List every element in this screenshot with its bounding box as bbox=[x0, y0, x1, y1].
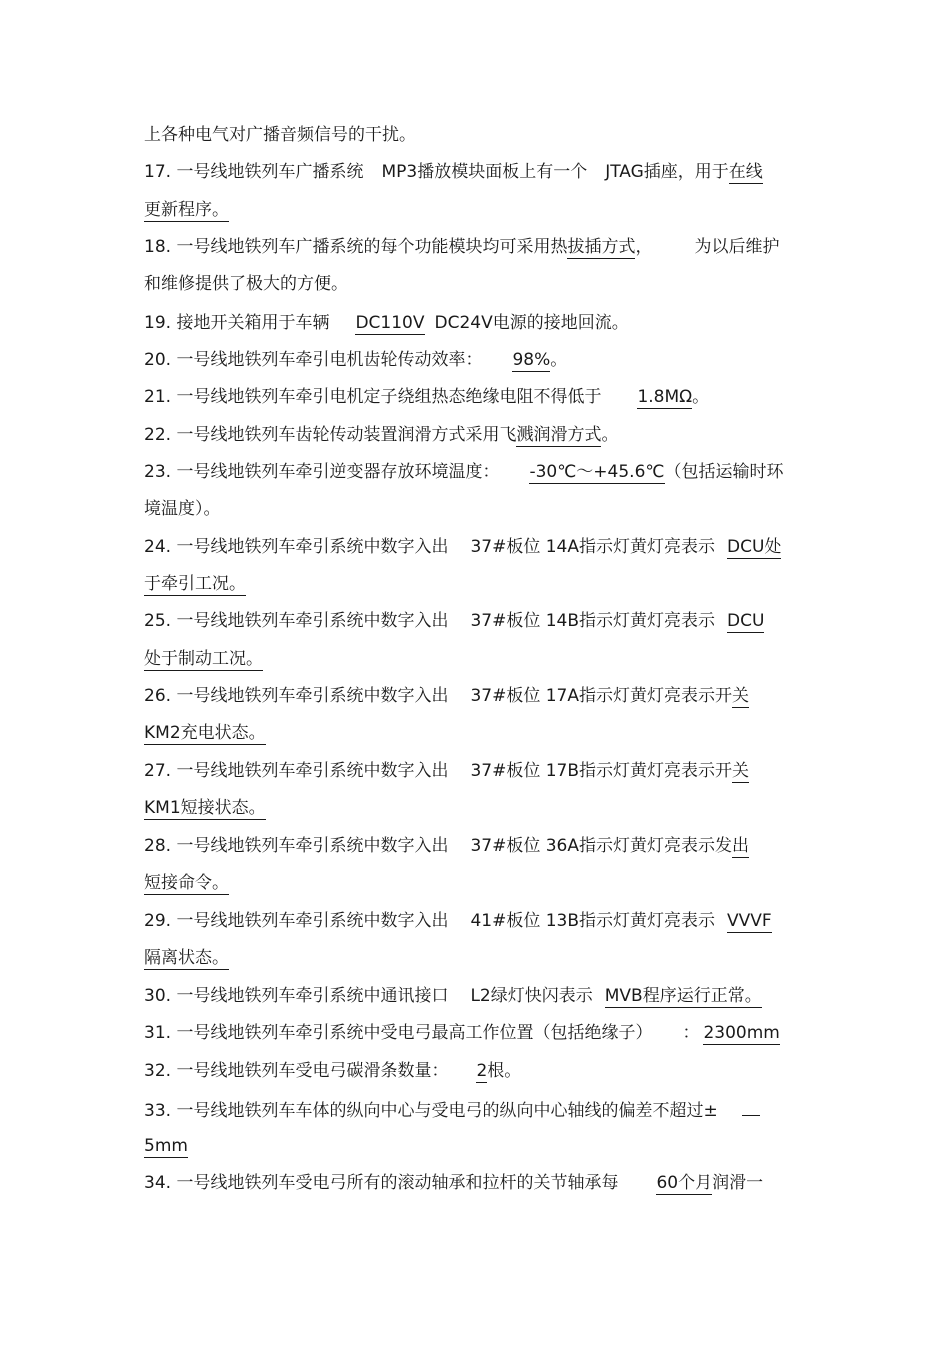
answer-blank: 关 bbox=[732, 761, 750, 781]
line-text: 根。 bbox=[487, 1061, 522, 1081]
line-text: 34. 一号线地铁列车受电弓所有的滚动轴承和拉杆的关节轴承每 bbox=[144, 1173, 619, 1193]
line-text: 37#板位 17B指示灯黄灯亮表示开 bbox=[470, 761, 733, 781]
line-text: 润滑一 bbox=[712, 1173, 764, 1193]
text-line bbox=[144, 872, 804, 894]
question-18 bbox=[144, 236, 804, 258]
question-31 bbox=[144, 1022, 804, 1044]
answer-blank: 98% bbox=[512, 350, 551, 370]
text-line bbox=[144, 498, 804, 520]
line-text: 。 bbox=[550, 350, 568, 370]
line-text: 37#板位 14B指示灯黄灯亮表示 bbox=[470, 611, 716, 631]
line-text: 37#板位 14A指示灯黄灯亮表示 bbox=[470, 537, 715, 557]
text-line bbox=[144, 947, 804, 969]
question-33 bbox=[144, 1097, 804, 1122]
question-24 bbox=[144, 536, 804, 558]
question-23 bbox=[144, 461, 804, 483]
line-text: 25. 一号线地铁列车牵引系统中数字入出 bbox=[144, 611, 449, 631]
answer-blank: 5mm bbox=[144, 1136, 188, 1156]
line-text: 18. 一号线地铁列车广播系统的每个功能模块均可采用热 bbox=[144, 237, 568, 257]
answer-blank: MVB程序运行正常。 bbox=[604, 986, 762, 1006]
answer-blank: 出 bbox=[732, 836, 749, 856]
text-line bbox=[144, 1135, 804, 1157]
answer-blank: VVVF bbox=[727, 911, 772, 931]
line-text: 23. 一号线地铁列车牵引逆变器存放环境温度： bbox=[144, 462, 500, 482]
answer-blank: 隔离状态。 bbox=[144, 948, 229, 968]
answer-blank: 在线 bbox=[728, 162, 763, 182]
text-line bbox=[144, 273, 804, 295]
answer-blank: DCU bbox=[727, 611, 765, 631]
line-text: 。 bbox=[692, 387, 710, 407]
question-25 bbox=[144, 610, 804, 632]
question-20 bbox=[144, 349, 804, 371]
line-text: 19. 接地开关箱用于车辆 bbox=[144, 313, 330, 333]
answer-blank: 关 bbox=[732, 686, 749, 706]
question-30 bbox=[144, 985, 804, 1007]
answer-blank: 拔插方式 bbox=[567, 237, 636, 257]
question-21 bbox=[144, 386, 804, 408]
line-text: 32. 一号线地铁列车受电弓碳滑条数量： bbox=[144, 1061, 449, 1081]
line-text: 22. 一号线地铁列车齿轮传动装置润滑方式采用飞 bbox=[144, 425, 517, 445]
question-19 bbox=[144, 312, 804, 334]
line-text: 17. 一号线地铁列车广播系统 bbox=[144, 162, 364, 182]
text-line bbox=[144, 797, 804, 819]
line-text: DC24V电源的接地回流。 bbox=[434, 313, 629, 333]
line-text: 28. 一号线地铁列车牵引系统中数字入出 bbox=[144, 836, 449, 856]
question-34 bbox=[144, 1172, 804, 1194]
text-line bbox=[144, 199, 804, 221]
line-text: 21. 一号线地铁列车牵引电机定子绕组热态绝缘电阻不得低于 bbox=[144, 387, 602, 407]
line-text: 20. 一号线地铁列车牵引电机齿轮传动效率： bbox=[144, 350, 483, 370]
question-17 bbox=[144, 161, 804, 183]
question-27 bbox=[144, 760, 804, 782]
answer-blank-line bbox=[742, 1097, 760, 1116]
answer-blank: 短接命令。 bbox=[144, 873, 229, 893]
line-text: 33. 一号线地铁列车车体的纵向中心与受电弓的纵向中心轴线的偏差不超过± bbox=[144, 1101, 718, 1121]
answer-blank: 于牵引工况。 bbox=[144, 574, 246, 594]
answer-blank: KM2充电状态。 bbox=[144, 723, 266, 743]
line-text: ： bbox=[682, 1023, 700, 1043]
line-text: 。 bbox=[601, 425, 619, 445]
line-text: 30. 一号线地铁列车牵引系统中通讯接口 bbox=[144, 986, 449, 1006]
answer-blank: 1.8MΩ bbox=[637, 387, 693, 407]
question-29 bbox=[144, 910, 804, 932]
line-text: 24. 一号线地铁列车牵引系统中数字入出 bbox=[144, 537, 449, 557]
answer-blank: 溅润滑方式 bbox=[516, 425, 602, 445]
line-text: 41#板位 13B指示灯黄灯亮表示 bbox=[470, 911, 716, 931]
line-text: 29. 一号线地铁列车牵引系统中数字入出 bbox=[144, 911, 449, 931]
line-text: 上各种电气对广播音频信号的干扰。 bbox=[144, 125, 416, 145]
text-line bbox=[144, 722, 804, 744]
answer-blank: 60个月 bbox=[656, 1173, 713, 1193]
question-22 bbox=[144, 424, 804, 446]
answer-blank: -30℃～+45.6℃ bbox=[529, 462, 665, 482]
line-text: 为以后维护 bbox=[694, 237, 780, 257]
line-text: 37#板位 17A指示灯黄灯亮表示开 bbox=[470, 686, 732, 706]
line-text: 31. 一号线地铁列车牵引系统中受电弓最高工作位置（包括绝缘子） bbox=[144, 1023, 653, 1043]
answer-blank: KM1短接状态。 bbox=[144, 798, 266, 818]
answer-blank: 处于制动工况。 bbox=[144, 649, 263, 669]
line-text: （包括运输时环 bbox=[664, 462, 784, 482]
question-26 bbox=[144, 685, 804, 707]
line-text: 和维修提供了极大的方便。 bbox=[144, 274, 348, 294]
line-text: 37#板位 36A指示灯黄灯亮表示发 bbox=[470, 836, 732, 856]
answer-blank: 2300mm bbox=[703, 1023, 780, 1043]
line-text: MP3播放模块面板上有一个 bbox=[381, 162, 588, 182]
text-line bbox=[144, 648, 804, 670]
answer-blank: 2 bbox=[476, 1061, 488, 1081]
line-text: L2绿灯快闪表示 bbox=[470, 986, 593, 1006]
answer-blank: DCU处 bbox=[727, 537, 782, 557]
line-text: 境温度）。 bbox=[144, 499, 221, 519]
question-32 bbox=[144, 1060, 804, 1082]
line-text: 27. 一号线地铁列车牵引系统中数字入出 bbox=[144, 761, 449, 781]
answer-blank: DC110V bbox=[355, 313, 425, 333]
answer-blank: 更新程序。 bbox=[144, 200, 229, 220]
text-line bbox=[144, 573, 804, 595]
line-text: JTAG插座，用于 bbox=[605, 162, 729, 182]
line-text: 26. 一号线地铁列车牵引系统中数字入出 bbox=[144, 686, 449, 706]
line-text: ， bbox=[635, 237, 653, 257]
text-line bbox=[144, 124, 804, 146]
question-28 bbox=[144, 835, 804, 857]
